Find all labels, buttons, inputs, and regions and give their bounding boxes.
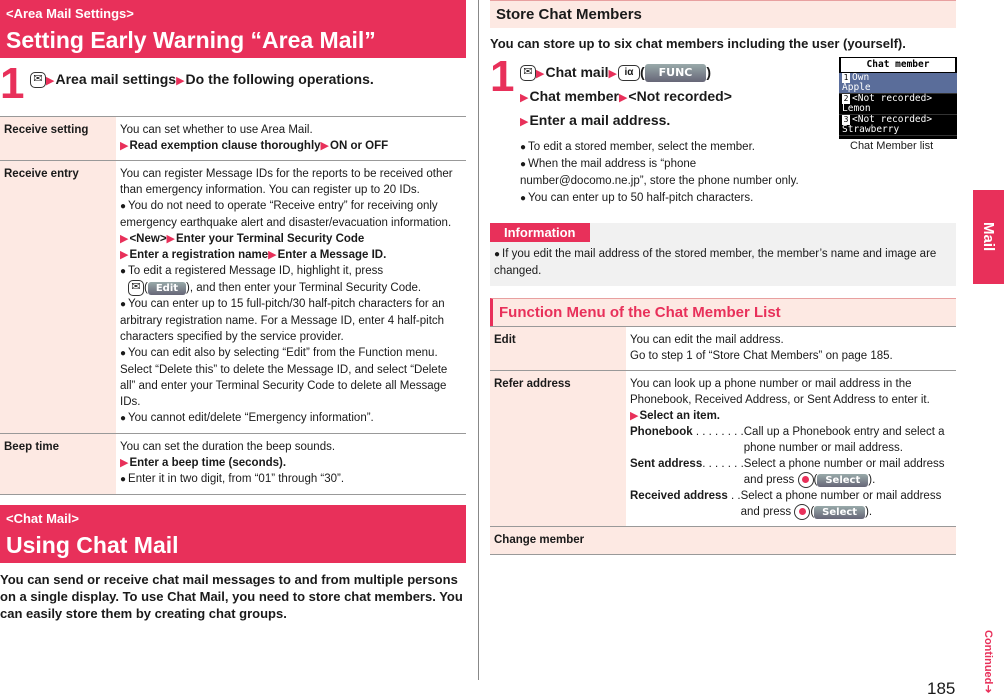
i-alpha-key-icon: iα [618, 65, 640, 81]
edit-softkey: Edit [148, 282, 186, 295]
mail-key-icon: ✉ [30, 72, 46, 88]
left-column [0, 0, 466, 622]
store-chat-members-header: Store Chat Members [490, 0, 956, 28]
step-number: 1 [0, 59, 25, 108]
screen-caption: Chat Member list [850, 140, 934, 152]
row-label: Edit [490, 327, 626, 371]
chat-mail-tag: <Chat Mail> [6, 511, 79, 527]
bullet-item: ● When the mail address is “phone number@docomo.ne.jp”, store the phone number only. [520, 158, 799, 187]
table-row [0, 161, 466, 434]
row-text: You can register Message IDs for the reports to be received other than emergency information. You can register up to 20 IDs. [120, 168, 453, 196]
row-bullet: ● Enter it in two digit, from “01” through “30”. [120, 473, 345, 486]
center-key-icon [798, 472, 814, 488]
information-box [490, 223, 956, 286]
bullet-item: ● To edit a stored member, select the member. [520, 141, 755, 153]
area-mail-settings-table [0, 116, 466, 495]
store-chat-intro: You can store up to six chat members including the user (yourself). [490, 36, 906, 51]
row-content: You can look up a phone number or mail address in the Phonebook, Received Address, or Sent Address to enter it. ▶Select an item. Phonebook . . . . . . . . Call up a Phonebook entry and select a phone number or mail address. Sent address. . . . . . . Select a phone number or mail address and press ( Select ). Received address . . Select a phone number or mail address and press ( Select ). [626, 371, 956, 527]
row-bullet: ● To edit a registered Message ID, highlight it, press ✉ ( Edit ), and then enter your Terminal Security Code. [120, 265, 422, 295]
information-text: ● If you edit the mail address of the stored member, the member’s name and image are changed. [490, 242, 956, 286]
arrow-icon: ▶ [46, 75, 55, 87]
table-row [0, 117, 466, 161]
bullet-item: ● You can enter up to 50 half-pitch characters. [520, 192, 754, 204]
select-softkey: Select [817, 474, 868, 487]
mail-key-icon: ✉ [128, 280, 144, 296]
row-label: Change member [490, 527, 626, 555]
table-row [490, 371, 956, 527]
row-op: ▶Read exemption clause thoroughly▶ON or OFF [120, 140, 389, 152]
row-label: Refer address [490, 371, 626, 527]
screen-row: 3 <Not recorded> Strawberry [839, 115, 957, 136]
row-op: ▶Enter a registration name▶Enter a Message ID. [120, 249, 387, 261]
table-row [490, 527, 956, 555]
row-op: ▶<New>▶Enter your Terminal Security Code [120, 233, 365, 245]
page-number: 185 [927, 679, 956, 697]
row-content [116, 117, 466, 161]
area-mail-banner [0, 0, 466, 58]
function-menu-header: Function Menu of the Chat Member List [490, 298, 956, 326]
chat-mail-banner [0, 505, 466, 563]
row-bullet: ● You cannot edit/delete “Emergency information”. [120, 412, 374, 425]
row-bullet: ● You can edit also by selecting “Edit” from the Function menu. Select “Delete this” to delete the Message ID, and select “Delete all” and enter your Terminal Security Code to delete all Message IDs. [120, 347, 448, 409]
func-softkey: FUNC [645, 64, 707, 82]
row-label: Receive setting [0, 117, 116, 161]
row-bullet: ● You do not need to operate “Receive entry” for receiving only emergency earthquake alert and disaster/evacuation information. [120, 200, 452, 229]
step-instruction: ✉ ▶Chat mail▶ iα ( FUNC ) ▶Chat member▶<Not recorded> ▶Enter a mail address. [520, 64, 732, 128]
row-content [626, 527, 956, 555]
step-op-2: Do the following operations. [185, 71, 374, 87]
area-mail-title: Setting Early Warning “Area Mail” [6, 27, 376, 53]
side-tab-mail: Mail [973, 190, 1004, 284]
screen-row: 2 <Not recorded> Lemon [839, 94, 957, 115]
screen-row: 1 Own Apple [839, 73, 957, 94]
step-op-1: Area mail settings [55, 71, 177, 87]
area-mail-tag: <Area Mail Settings> [6, 6, 134, 21]
table-row [490, 327, 956, 371]
row-text: You can set the duration the beep sounds. [120, 441, 336, 454]
select-softkey: Select [814, 506, 865, 519]
chat-member-screen-image [839, 57, 957, 139]
row-label: Beep time [0, 434, 116, 495]
column-divider [478, 0, 479, 680]
row-bullet: ● You can enter up to 15 full-pitch/30 half-pitch characters for an arbitrary registration name. For a Message ID, enter 4 half-pitch characters specified by the service provider. [120, 298, 445, 344]
arrow-icon: ▶ [176, 75, 185, 87]
row-content: You can edit the mail address. Go to step 1 of “Store Chat Members” on page 185. [626, 327, 956, 371]
center-key-icon [794, 504, 810, 520]
table-row [0, 434, 466, 495]
continued-label: Continued➜ [982, 630, 994, 694]
row-content [116, 434, 466, 495]
information-heading: Information [490, 223, 590, 242]
function-menu-table [490, 326, 956, 555]
row-content [116, 161, 466, 434]
screen-title: Chat member [841, 58, 955, 72]
chat-mail-title: Using Chat Mail [6, 532, 179, 559]
chat-mail-body: You can send or receive chat mail messages to and from multiple persons on a single display. To use Chat Mail, you need to store chat members. You can easily store them by creating chat groups. [0, 572, 463, 622]
step-instruction [30, 64, 374, 92]
row-label: Receive entry [0, 161, 116, 434]
area-mail-step [0, 59, 466, 108]
row-op: ▶Enter a beep time (seconds). [120, 457, 287, 470]
mail-key-icon: ✉ [520, 65, 536, 81]
step-number: 1 [490, 52, 515, 101]
store-chat-bullets [490, 139, 820, 207]
row-text: You can set whether to use Area Mail. [120, 124, 313, 136]
